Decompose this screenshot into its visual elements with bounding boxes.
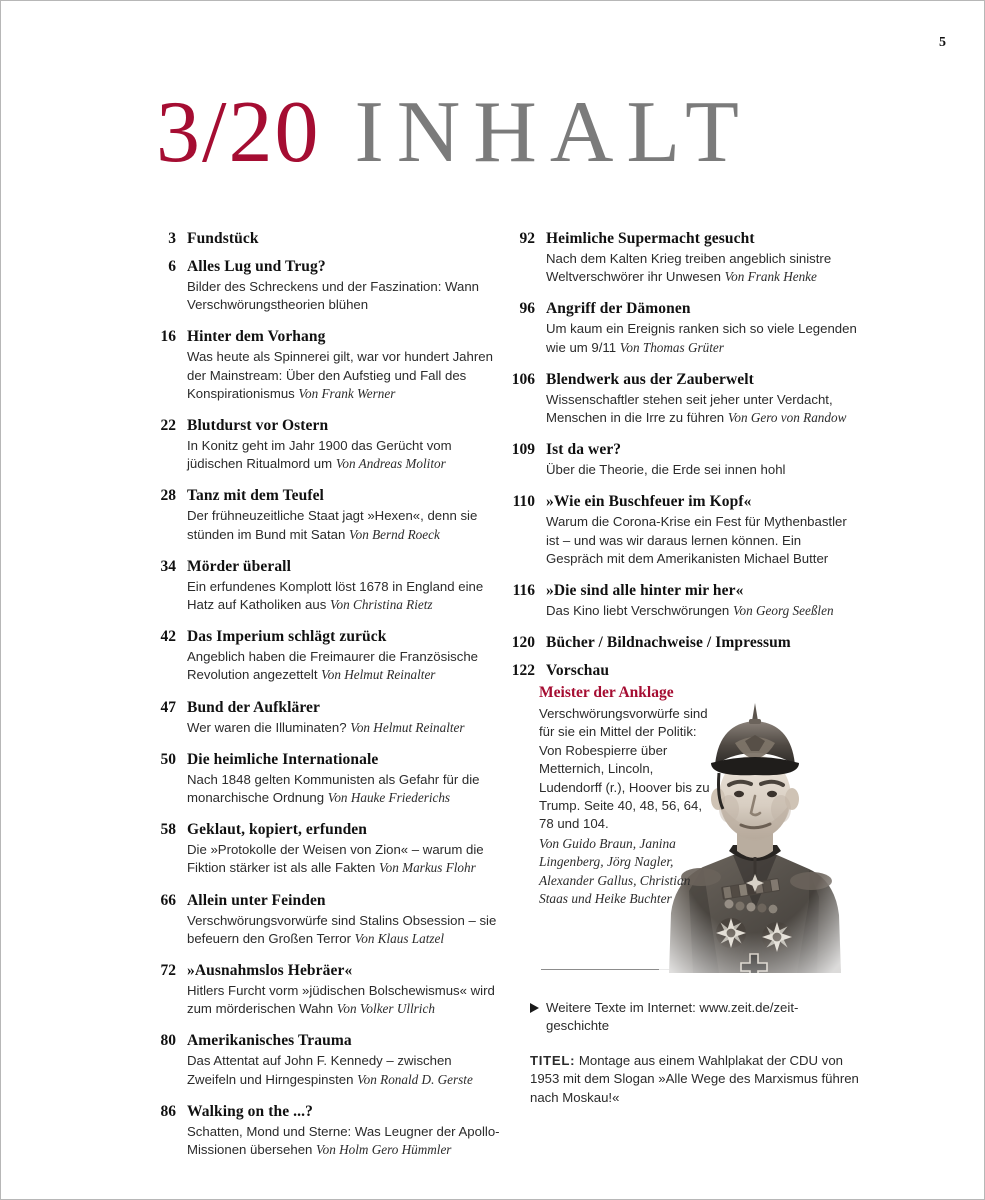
toc-entry[interactable] — [501, 440, 861, 479]
toc-entry-description: Der frühneuzeitliche Staat jagt »Hexen«, denn sie stünden im Bund mit Satan Von Bernd Roeck — [187, 508, 478, 542]
toc-entry-page-number: 80 — [160, 1032, 176, 1050]
toc-entry-title[interactable]: Heimliche Supermacht gesucht — [546, 230, 755, 247]
toc-entry-body — [187, 327, 501, 403]
toc-entry-page-number: 66 — [160, 891, 176, 909]
toc-entry-byline: Von Volker Ullrich — [336, 1001, 435, 1017]
toc-entry[interactable] — [501, 229, 861, 286]
toc-entry-body — [187, 257, 501, 314]
toc-entry-description: Ein erfundenes Komplott löst 1678 in England eine Hatz auf Katholiken aus Von Christina Rietz — [187, 578, 484, 613]
toc-entry-body — [546, 661, 861, 680]
toc-entry-byline: Von Helmut Reinalter — [321, 667, 436, 683]
toc-entry-title[interactable]: Das Imperium schlägt zurück — [187, 628, 387, 646]
toc-entry-body — [187, 750, 501, 807]
toc-entry-byline: Von Gero von Randow — [727, 410, 847, 426]
toc-entry-title[interactable]: Angriff der Dämonen — [546, 300, 691, 318]
toc-entry-title[interactable]: Tanz mit dem Teufel — [187, 487, 324, 505]
toc-entry[interactable] — [149, 229, 501, 248]
toc-entry-byline: Von Markus Flohr — [379, 860, 476, 876]
toc-entry-title[interactable]: Geklaut, kopiert, erfunden — [187, 821, 367, 839]
toc-entry[interactable] — [149, 327, 501, 403]
toc-entry-description: Wissenschaftler stehen seit jeher unter Verdacht, Menschen in die Irre zu führen Von Gero von Randow — [546, 391, 847, 426]
toc-entry[interactable] — [149, 820, 501, 877]
toc-entry-body — [546, 492, 861, 568]
cover-credit-text: Montage aus einem Wahlplakat der CDU von 1953 mit dem Slogan »Alle Wege des Marxismus führen nach Moskau!« — [530, 1052, 859, 1105]
toc-entry-body — [187, 627, 501, 684]
feature-text: Verschwörungsvorwürfe sind für sie ein Mittel der Politik: Von Robespierre über Metternich, Lincoln, Ludendorff (r.), Hoover bis zu Trump. Seite 40, 48, 56, 64, 78 und 104. — [539, 706, 710, 832]
feature-teaser — [539, 683, 841, 983]
toc-entry-title[interactable]: Hinter dem Vorhang — [187, 328, 326, 346]
toc-entry-byline: Von Frank Werner — [298, 385, 396, 401]
toc-entry[interactable] — [501, 299, 861, 356]
toc-entry-body — [546, 370, 861, 427]
toc-entry-body — [187, 557, 501, 614]
toc-entry-description: Wer waren die Illuminaten? Von Helmut Reinalter — [187, 719, 465, 735]
toc-entry-body — [187, 1031, 501, 1088]
web-note — [530, 999, 860, 1036]
toc-entry-description: Das Attentat auf John F. Kennedy – zwischen Zweifeln und Hirngespinsten Von Ronald D. Gerste — [187, 1053, 473, 1087]
toc-entry-title[interactable]: Amerikanisches Trauma — [187, 1032, 352, 1050]
toc-entry-page-number: 58 — [160, 821, 176, 839]
toc-entry-page-number: 110 — [512, 493, 535, 511]
toc-entry-byline: Von Thomas Grüter — [619, 339, 724, 355]
toc-entry-title[interactable]: Alles Lug und Trug? — [187, 258, 326, 275]
feature-heading: Meister der Anklage — [539, 684, 674, 701]
toc-entry-byline: Von Klaus Latzel — [354, 930, 445, 946]
toc-entry-page-number: 47 — [160, 698, 176, 716]
toc-entry-title[interactable]: Ist da wer? — [546, 441, 622, 459]
toc-column-left — [149, 229, 501, 1172]
toc-entry-page-number: 3 — [168, 230, 176, 247]
toc-entry-page-number: 50 — [160, 750, 176, 768]
toc-entry[interactable] — [501, 661, 861, 680]
toc-entry-page-number: 109 — [511, 441, 535, 459]
toc-entry-page-number: 106 — [511, 370, 535, 388]
toc-entry-body — [546, 440, 861, 479]
toc-entry[interactable] — [149, 750, 501, 807]
toc-entry-page-number: 120 — [511, 634, 535, 652]
toc-entry[interactable] — [149, 891, 501, 948]
toc-entry-description: Schatten, Mond und Sterne: Was Leugner der Apollo-Missionen übersehen Von Holm Gero Hümmler — [187, 1123, 500, 1158]
toc-entry[interactable] — [501, 581, 861, 620]
toc-entry-body — [187, 416, 501, 473]
toc-entry[interactable] — [149, 486, 501, 543]
toc-entry-title[interactable]: Blendwerk aus der Zauberwelt — [546, 370, 754, 388]
toc-entry-byline: Von Georg Seeßlen — [732, 603, 834, 619]
toc-entry[interactable] — [149, 698, 501, 737]
cover-credit-label: TITEL: — [530, 1052, 576, 1068]
toc-entry-description: Was heute als Spinnerei gilt, war vor hundert Jahren der Mainstream: Über den Aufstieg und Fall des Konspirationismus Von Frank Werner — [187, 349, 493, 401]
toc-entry[interactable] — [149, 416, 501, 473]
toc-entry-description: Hitlers Furcht vorm »jüdischen Bolschewismus« wird zum mörderischen Wahn Von Volker Ullrich — [187, 983, 495, 1017]
toc-entry-title[interactable]: Bücher / Bildnachweise / Impressum — [546, 634, 791, 652]
toc-entry[interactable] — [149, 627, 501, 684]
toc-entry-page-number: 92 — [519, 230, 535, 247]
toc-entry-page-number: 42 — [160, 628, 176, 646]
toc-entry-byline: Von Christina Rietz — [329, 597, 433, 613]
toc-entry[interactable] — [149, 557, 501, 614]
toc-entry-page-number: 22 — [160, 417, 176, 435]
masthead — [156, 84, 752, 181]
toc-entry[interactable] — [149, 257, 501, 314]
toc-entry-byline: Von Holm Gero Hümmler — [316, 1142, 452, 1158]
toc-entry-page-number: 34 — [160, 557, 176, 575]
toc-column-right — [501, 229, 861, 689]
toc-entry-byline: Von Bernd Roeck — [349, 526, 440, 542]
toc-entry-page-number: 96 — [519, 300, 535, 318]
toc-entry-byline: Von Frank Henke — [724, 269, 817, 285]
toc-entry-byline: Von Helmut Reinalter — [350, 719, 465, 735]
toc-entry-description: Um kaum ein Ereignis ranken sich so viele Legenden wie um 9/11 Von Thomas Grüter — [546, 321, 857, 355]
toc-entry[interactable] — [501, 370, 861, 427]
toc-entry[interactable] — [149, 1102, 501, 1159]
toc-entry-title[interactable]: Mörder überall — [187, 557, 291, 575]
feature-authors: Von Guido Braun, Janina Lingenberg, Jörg Nagler, Alexander Gallus, Christian Staas und Heike Buchter — [539, 835, 691, 907]
issue-number: 3/20 — [156, 84, 321, 181]
toc-entry-description: Nach dem Kalten Krieg treiben angeblich sinistre Weltverschwörer ihr Unwesen Von Frank Henke — [546, 251, 832, 285]
toc-entry[interactable] — [501, 492, 861, 568]
toc-entry-title[interactable]: Walking on the ...? — [187, 1102, 313, 1120]
toc-entry-description: Die »Protokolle der Weisen von Zion« – warum die Fiktion stärker ist als alle Fakten Von Markus Flohr — [187, 842, 484, 876]
toc-entry-body — [187, 961, 501, 1018]
toc-entry-title[interactable]: »Wie ein Buschfeuer im Kopf« — [546, 493, 752, 511]
toc-entry-description: Angeblich haben die Freimaurer die Französische Revolution angezettelt Von Helmut Reinalter — [187, 649, 479, 683]
toc-entry-description: In Konitz geht im Jahr 1900 das Gerücht vom jüdischen Ritualmord um Von Andreas Molitor — [187, 438, 452, 472]
toc-entry-description: Warum die Corona-Krise ein Fest für Mythenbastler ist – und was wir daraus lernen können. Ein Gespräch mit dem Amerikanisten Michael Butter — [546, 514, 847, 566]
toc-entry-body — [546, 229, 861, 286]
toc-entry-title[interactable]: Blutdurst vor Ostern — [187, 417, 329, 435]
toc-entry-body — [187, 1102, 501, 1159]
toc-entry-title[interactable]: Bund der Aufklärer — [187, 698, 321, 716]
toc-entry-page-number: 16 — [160, 328, 176, 346]
toc-entry-body — [187, 698, 501, 737]
masthead-title: INHALT — [354, 84, 752, 181]
toc-entry-page-number: 86 — [160, 1102, 176, 1120]
toc-entry-page-number: 122 — [511, 662, 535, 680]
toc-entry-body — [187, 229, 501, 248]
toc-entry-title[interactable]: »Die sind alle hinter mir her« — [546, 582, 744, 600]
toc-entry-description: Verschwörungsvorwürfe sind Stalins Obsession – sie befeuern den Großen Terror Von Klaus Latzel — [187, 912, 497, 946]
footer-notes — [530, 999, 860, 1107]
toc-entry-body — [546, 299, 861, 356]
toc-entry-byline: Von Andreas Molitor — [335, 456, 446, 472]
toc-entry-byline: Von Ronald D. Gerste — [357, 1071, 473, 1087]
toc-entry[interactable] — [149, 1031, 501, 1088]
web-note-text[interactable]: Weitere Texte im Internet: www.zeit.de/zeit-geschichte — [546, 1000, 799, 1034]
toc-entry[interactable] — [149, 961, 501, 1018]
toc-entry-title[interactable]: Die heimliche Internationale — [187, 750, 379, 768]
toc-entry-description: Das Kino liebt Verschwörungen Von Georg Seeßlen — [546, 603, 834, 619]
toc-entry-description: Über die Theorie, die Erde sei innen hohl — [546, 462, 786, 478]
page-number: 5 — [939, 35, 946, 50]
toc-entry-page-number: 28 — [160, 487, 176, 505]
toc-entry-page-number: 72 — [160, 962, 176, 980]
toc-entry-byline: Von Hauke Friederichs — [327, 790, 451, 806]
toc-entry-title[interactable]: Fundstück — [187, 230, 259, 247]
toc-entry-body — [187, 820, 501, 877]
toc-entry[interactable] — [501, 633, 861, 652]
toc-entry-page-number: 116 — [512, 582, 535, 600]
cover-credit — [530, 1052, 860, 1107]
toc-entry-title[interactable]: »Ausnahmslos Hebräer« — [187, 962, 353, 980]
toc-entry-description: Nach 1848 gelten Kommunisten als Gefahr für die monarchische Ordnung Von Hauke Friederichs — [187, 771, 480, 806]
toc-entry-description: Bilder des Schreckens und der Faszination: Wann Verschwörungstheorien blühen — [187, 279, 479, 313]
toc-entry-body — [187, 891, 501, 948]
toc-entry-body — [546, 581, 861, 620]
toc-entry-page-number: 6 — [168, 258, 176, 275]
arrow-right-icon — [530, 1003, 539, 1013]
toc-entry-title[interactable]: Allein unter Feinden — [187, 891, 326, 909]
toc-entry-body — [546, 633, 861, 652]
toc-entry-body — [187, 486, 501, 543]
toc-entry-title[interactable]: Vorschau — [546, 662, 610, 680]
